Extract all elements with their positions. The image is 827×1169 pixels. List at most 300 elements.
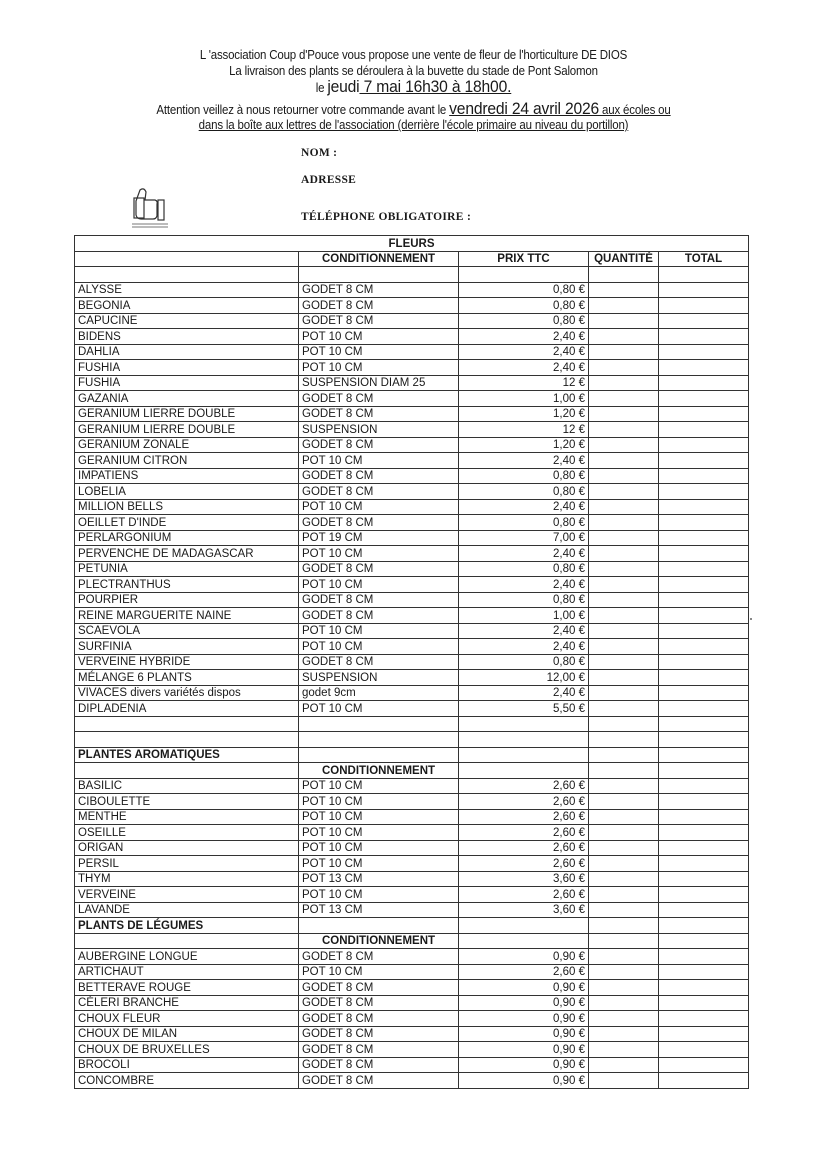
item-packaging: POT 10 CM [299, 499, 459, 515]
empty-cell [459, 732, 589, 748]
quantity-cell[interactable] [589, 670, 659, 686]
item-price: 2,40 € [459, 499, 589, 515]
total-cell[interactable] [659, 282, 749, 298]
total-cell[interactable] [659, 360, 749, 376]
item-name: CÉLERI BRANCHE [75, 995, 299, 1011]
item-packaging: GODET 8 CM [299, 437, 459, 453]
quantity-cell[interactable] [589, 1026, 659, 1042]
item-packaging: POT 13 CM [299, 871, 459, 887]
item-price: 2,40 € [459, 329, 589, 345]
item-name: LAVANDE [75, 902, 299, 918]
item-price: 1,00 € [459, 608, 589, 624]
total-cell[interactable] [659, 1057, 749, 1073]
total-cell[interactable] [659, 887, 749, 903]
quantity-cell[interactable] [589, 794, 659, 810]
empty-cell [299, 732, 459, 748]
item-packaging: POT 10 CM [299, 794, 459, 810]
quantity-cell[interactable] [589, 282, 659, 298]
quantity-cell[interactable] [589, 887, 659, 903]
table-row [75, 701, 749, 717]
item-price: 0,90 € [459, 949, 589, 965]
quantity-cell[interactable] [589, 825, 659, 841]
item-packaging: godet 9cm [299, 685, 459, 701]
empty-cell [299, 267, 459, 283]
item-packaging: GODET 8 CM [299, 592, 459, 608]
col-header-conditionnement: CONDITIONNEMENT [299, 251, 459, 267]
quantity-cell[interactable] [589, 856, 659, 872]
header-delivery: La livraison des plants se déroulera à la buvette du stade de Pont Salomon [229, 64, 598, 78]
item-name: ALYSSE [75, 282, 299, 298]
blank-row [75, 716, 749, 732]
item-packaging: POT 10 CM [299, 577, 459, 593]
item-price: 0,90 € [459, 1073, 589, 1089]
item-name: BROCOLI [75, 1057, 299, 1073]
quantity-cell[interactable] [589, 313, 659, 329]
quantity-cell[interactable] [589, 437, 659, 453]
item-packaging: POT 10 CM [299, 546, 459, 562]
item-packaging: GODET 8 CM [299, 980, 459, 996]
table-row [75, 1011, 749, 1027]
empty-cell [459, 267, 589, 283]
col-header-conditionnement: CONDITIONNEMENT [299, 763, 459, 779]
quantity-cell[interactable] [589, 298, 659, 314]
total-cell[interactable] [659, 453, 749, 469]
item-packaging: GODET 8 CM [299, 561, 459, 577]
item-packaging: GODET 8 CM [299, 515, 459, 531]
table-row [75, 1057, 749, 1073]
item-name: VERVEINE HYBRIDE [75, 654, 299, 670]
empty-cell [589, 747, 659, 763]
total-cell[interactable] [659, 484, 749, 500]
table-row [75, 391, 749, 407]
total-cell[interactable] [659, 639, 749, 655]
item-name: SURFINIA [75, 639, 299, 655]
item-price: 0,80 € [459, 313, 589, 329]
item-price: 5,50 € [459, 701, 589, 717]
item-name: CHOUX DE BRUXELLES [75, 1042, 299, 1058]
table-row [75, 499, 749, 515]
table-row [75, 608, 749, 624]
item-name: VIVACES divers variétés dispos [75, 685, 299, 701]
empty-cell [75, 763, 299, 779]
item-name: CAPUCINE [75, 313, 299, 329]
table-row [75, 1042, 749, 1058]
item-price: 0,80 € [459, 592, 589, 608]
delivery-date-prefix: le [315, 81, 328, 95]
total-cell[interactable] [659, 949, 749, 965]
item-name: BIDENS [75, 329, 299, 345]
item-name: CONCOMBRE [75, 1073, 299, 1089]
section-title-row [75, 236, 749, 252]
total-cell[interactable] [659, 608, 749, 624]
table-row [75, 313, 749, 329]
item-price: 2,40 € [459, 360, 589, 376]
item-packaging: GODET 8 CM [299, 654, 459, 670]
item-packaging: POT 10 CM [299, 840, 459, 856]
item-name: MENTHE [75, 809, 299, 825]
item-price: 2,60 € [459, 840, 589, 856]
quantity-cell[interactable] [589, 592, 659, 608]
total-cell[interactable] [659, 623, 749, 639]
table-row [75, 375, 749, 391]
total-cell[interactable] [659, 809, 749, 825]
total-cell[interactable] [659, 344, 749, 360]
header-delivery-date [33, 77, 794, 97]
item-packaging: GODET 8 CM [299, 1042, 459, 1058]
total-cell[interactable] [659, 1042, 749, 1058]
table-row [75, 344, 749, 360]
quantity-cell[interactable] [589, 561, 659, 577]
total-cell[interactable] [659, 825, 749, 841]
table-row [75, 871, 749, 887]
table-row [75, 1073, 749, 1089]
table-row [75, 639, 749, 655]
total-cell[interactable] [659, 685, 749, 701]
quantity-cell[interactable] [589, 422, 659, 438]
total-cell[interactable] [659, 1011, 749, 1027]
item-price: 0,80 € [459, 298, 589, 314]
table-row [75, 468, 749, 484]
item-name: THYM [75, 871, 299, 887]
quantity-cell[interactable] [589, 453, 659, 469]
total-cell[interactable] [659, 530, 749, 546]
quantity-cell[interactable] [589, 778, 659, 794]
total-cell[interactable] [659, 1026, 749, 1042]
quantity-cell[interactable] [589, 360, 659, 376]
item-price: 2,60 € [459, 794, 589, 810]
item-name: VERVEINE [75, 887, 299, 903]
item-packaging: POT 10 CM [299, 856, 459, 872]
item-packaging: GODET 8 CM [299, 391, 459, 407]
table-row [75, 794, 749, 810]
table-row [75, 484, 749, 500]
deadline-date: vendredi 24 avril 2026 [449, 99, 600, 118]
order-table [74, 235, 749, 1089]
total-cell[interactable] [659, 871, 749, 887]
quantity-cell[interactable] [589, 344, 659, 360]
total-cell[interactable] [659, 856, 749, 872]
item-price: 1,20 € [459, 437, 589, 453]
item-price: 0,90 € [459, 1011, 589, 1027]
table-row [75, 298, 749, 314]
item-price: 0,90 € [459, 980, 589, 996]
total-cell[interactable] [659, 778, 749, 794]
blank-row [75, 732, 749, 748]
empty-cell [75, 251, 299, 267]
quantity-cell[interactable] [589, 577, 659, 593]
item-name: ORIGAN [75, 840, 299, 856]
item-price: 0,80 € [459, 515, 589, 531]
col-header-total: TOTAL [659, 251, 749, 267]
total-cell[interactable] [659, 1073, 749, 1089]
item-price: 2,40 € [459, 577, 589, 593]
blank-row [75, 267, 749, 283]
total-cell[interactable] [659, 980, 749, 996]
quantity-cell[interactable] [589, 530, 659, 546]
table-row [75, 670, 749, 686]
item-packaging: POT 10 CM [299, 809, 459, 825]
table-row [75, 1026, 749, 1042]
quantity-cell[interactable] [589, 546, 659, 562]
total-cell[interactable] [659, 515, 749, 531]
quantity-cell[interactable] [589, 1057, 659, 1073]
empty-cell [659, 716, 749, 732]
item-packaging: POT 10 CM [299, 701, 459, 717]
item-name: BETTERAVE ROUGE [75, 980, 299, 996]
item-price: 12,00 € [459, 670, 589, 686]
total-cell[interactable] [659, 670, 749, 686]
empty-cell [459, 747, 589, 763]
deadline-prefix: Attention veillez à nous retourner votre commande avant le [156, 103, 450, 117]
table-row [75, 577, 749, 593]
item-price: 2,40 € [459, 639, 589, 655]
total-cell[interactable] [659, 592, 749, 608]
empty-cell [75, 716, 299, 732]
item-packaging: POT 10 CM [299, 453, 459, 469]
total-cell[interactable] [659, 794, 749, 810]
empty-cell [75, 267, 299, 283]
item-price: 2,40 € [459, 546, 589, 562]
item-name: ARTICHAUT [75, 964, 299, 980]
quantity-cell[interactable] [589, 623, 659, 639]
empty-cell [659, 747, 749, 763]
item-name: PERSIL [75, 856, 299, 872]
item-price: 2,60 € [459, 887, 589, 903]
total-cell[interactable] [659, 561, 749, 577]
item-price: 0,90 € [459, 1042, 589, 1058]
item-price: 2,60 € [459, 809, 589, 825]
total-cell[interactable] [659, 546, 749, 562]
item-name: FUSHIA [75, 375, 299, 391]
quantity-cell[interactable] [589, 468, 659, 484]
quantity-cell[interactable] [589, 329, 659, 345]
section-title: PLANTS DE LÉGUMES [75, 918, 299, 934]
quantity-cell[interactable] [589, 654, 659, 670]
empty-cell [589, 732, 659, 748]
quantity-cell[interactable] [589, 980, 659, 996]
item-packaging: POT 10 CM [299, 623, 459, 639]
empty-cell [459, 918, 589, 934]
total-cell[interactable] [659, 329, 749, 345]
table-row [75, 825, 749, 841]
table-row [75, 964, 749, 980]
table-row [75, 778, 749, 794]
item-packaging: GODET 8 CM [299, 282, 459, 298]
delivery-day: jeudi [327, 77, 360, 96]
quantity-cell[interactable] [589, 1073, 659, 1089]
nom-label: NOM : [301, 147, 338, 159]
item-packaging: POT 19 CM [299, 530, 459, 546]
quantity-cell[interactable] [589, 1011, 659, 1027]
item-price: 0,80 € [459, 561, 589, 577]
thumbs-up-logo-icon [126, 186, 176, 230]
empty-cell [589, 716, 659, 732]
item-name: IMPATIENS [75, 468, 299, 484]
item-price: 7,00 € [459, 530, 589, 546]
table-row [75, 546, 749, 562]
item-name: OSEILLE [75, 825, 299, 841]
quantity-cell[interactable] [589, 375, 659, 391]
quantity-cell[interactable] [589, 809, 659, 825]
quantity-cell[interactable] [589, 995, 659, 1011]
section-title: PLANTES AROMATIQUES [75, 747, 299, 763]
empty-cell [589, 267, 659, 283]
total-cell[interactable] [659, 422, 749, 438]
total-cell[interactable] [659, 902, 749, 918]
table-row [75, 856, 749, 872]
item-price: 2,40 € [459, 344, 589, 360]
item-name: BASILIC [75, 778, 299, 794]
item-price: 2,60 € [459, 964, 589, 980]
item-name: AUBERGINE LONGUE [75, 949, 299, 965]
quantity-cell[interactable] [589, 391, 659, 407]
item-name: BEGONIA [75, 298, 299, 314]
empty-cell [75, 732, 299, 748]
total-cell[interactable] [659, 499, 749, 515]
item-name: GERANIUM LIERRE DOUBLE [75, 422, 299, 438]
total-cell[interactable] [659, 406, 749, 422]
empty-cell [459, 933, 589, 949]
table-row [75, 329, 749, 345]
empty-cell [459, 716, 589, 732]
column-header-row [75, 763, 749, 779]
total-cell[interactable] [659, 654, 749, 670]
item-price: 2,40 € [459, 685, 589, 701]
item-packaging: POT 10 CM [299, 344, 459, 360]
deadline-suffix: aux écoles ou [599, 103, 671, 117]
table-row [75, 902, 749, 918]
table-row [75, 561, 749, 577]
quantity-cell[interactable] [589, 484, 659, 500]
item-name: PLECTRANTHUS [75, 577, 299, 593]
total-cell[interactable] [659, 391, 749, 407]
table-row [75, 592, 749, 608]
item-packaging: POT 10 CM [299, 778, 459, 794]
item-name: LOBELIA [75, 484, 299, 500]
item-price: 2,60 € [459, 778, 589, 794]
item-packaging: POT 10 CM [299, 887, 459, 903]
total-cell[interactable] [659, 964, 749, 980]
item-packaging: GODET 8 CM [299, 995, 459, 1011]
quantity-cell[interactable] [589, 964, 659, 980]
quantity-cell[interactable] [589, 1042, 659, 1058]
item-name: CIBOULETTE [75, 794, 299, 810]
item-packaging: GODET 8 CM [299, 313, 459, 329]
empty-cell [659, 933, 749, 949]
table-row [75, 949, 749, 965]
quantity-cell[interactable] [589, 515, 659, 531]
total-cell[interactable] [659, 468, 749, 484]
item-packaging: GODET 8 CM [299, 1011, 459, 1027]
quantity-cell[interactable] [589, 685, 659, 701]
table-row [75, 453, 749, 469]
header-deadline [33, 99, 794, 119]
item-price: 2,60 € [459, 825, 589, 841]
quantity-cell[interactable] [589, 608, 659, 624]
item-name: PETUNIA [75, 561, 299, 577]
telephone-label: TÉLÉPHONE OBLIGATOIRE : [301, 211, 472, 223]
quantity-cell[interactable] [589, 902, 659, 918]
quantity-cell[interactable] [589, 701, 659, 717]
item-name: PERLARGONIUM [75, 530, 299, 546]
table-row [75, 530, 749, 546]
item-packaging: GODET 8 CM [299, 1073, 459, 1089]
item-price: 0,90 € [459, 995, 589, 1011]
scan-speck [750, 618, 752, 620]
item-packaging: POT 13 CM [299, 902, 459, 918]
item-price: 2,40 € [459, 453, 589, 469]
item-name: POURPIER [75, 592, 299, 608]
table-row [75, 995, 749, 1011]
item-packaging: GODET 8 CM [299, 608, 459, 624]
table-row [75, 887, 749, 903]
table-row [75, 282, 749, 298]
item-price: 12 € [459, 422, 589, 438]
total-cell[interactable] [659, 313, 749, 329]
table-row [75, 515, 749, 531]
item-price: 1,00 € [459, 391, 589, 407]
empty-cell [299, 716, 459, 732]
quantity-cell[interactable] [589, 639, 659, 655]
empty-cell [659, 918, 749, 934]
item-price: 3,60 € [459, 871, 589, 887]
total-cell[interactable] [659, 437, 749, 453]
table-row [75, 980, 749, 996]
adresse-label: ADRESSE [301, 174, 357, 186]
item-name: CHOUX DE MILAN [75, 1026, 299, 1042]
empty-cell [589, 763, 659, 779]
item-price: 0,80 € [459, 468, 589, 484]
empty-cell [459, 763, 589, 779]
table-row [75, 422, 749, 438]
table-row [75, 685, 749, 701]
total-cell[interactable] [659, 840, 749, 856]
total-cell[interactable] [659, 375, 749, 391]
section-title: FLEURS [75, 236, 749, 252]
quantity-cell[interactable] [589, 871, 659, 887]
item-packaging: GODET 8 CM [299, 1026, 459, 1042]
item-packaging: SUSPENSION [299, 422, 459, 438]
empty-cell [589, 933, 659, 949]
col-header-conditionnement: CONDITIONNEMENT [299, 933, 459, 949]
item-packaging: GODET 8 CM [299, 468, 459, 484]
item-name: GERANIUM CITRON [75, 453, 299, 469]
item-name: SCAEVOLA [75, 623, 299, 639]
item-price: 0,80 € [459, 654, 589, 670]
item-name: OEILLET D'INDE [75, 515, 299, 531]
quantity-cell[interactable] [589, 840, 659, 856]
item-packaging: POT 10 CM [299, 964, 459, 980]
total-cell[interactable] [659, 995, 749, 1011]
item-price: 2,40 € [459, 623, 589, 639]
total-cell[interactable] [659, 298, 749, 314]
total-cell[interactable] [659, 577, 749, 593]
section-title-row [75, 918, 749, 934]
quantity-cell[interactable] [589, 406, 659, 422]
item-packaging: POT 10 CM [299, 329, 459, 345]
item-packaging: GODET 8 CM [299, 298, 459, 314]
item-price: 2,60 € [459, 856, 589, 872]
total-cell[interactable] [659, 701, 749, 717]
header-dropoff: dans la boîte aux lettres de l'association (derrière l'école primaire au niveau du portillon) [198, 118, 629, 132]
item-packaging: GODET 8 CM [299, 484, 459, 500]
quantity-cell[interactable] [589, 949, 659, 965]
item-name: DIPLADENIA [75, 701, 299, 717]
item-name: DAHLIA [75, 344, 299, 360]
item-name: GERANIUM ZONALE [75, 437, 299, 453]
quantity-cell[interactable] [589, 499, 659, 515]
section-title-row [75, 747, 749, 763]
